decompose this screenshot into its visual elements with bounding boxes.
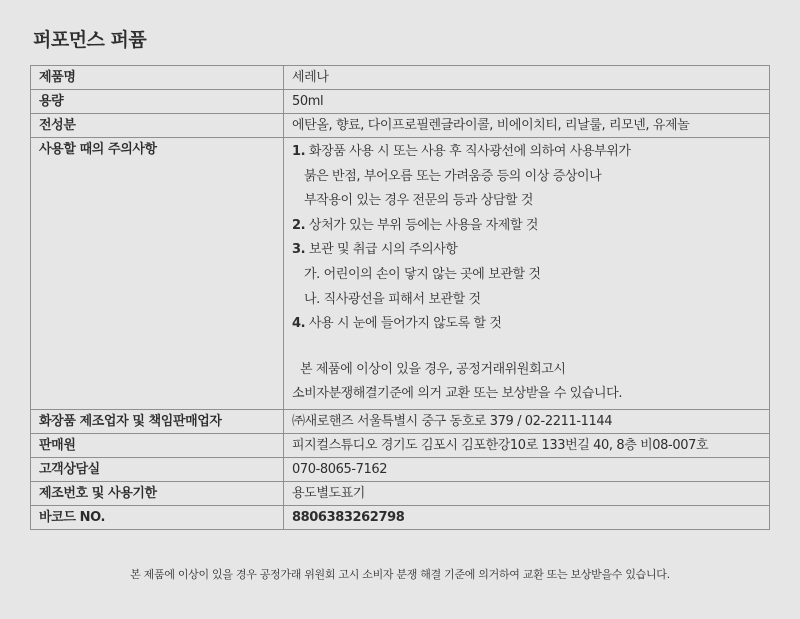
precaution-line [292,214,761,239]
precaution-line [292,263,761,288]
precaution-text: 보관 및 취급 시의 주의사항 [305,242,458,258]
product-name-label: 제품명 [31,66,284,90]
precaution-line [292,238,761,263]
product-name-value: 세레나 [284,66,770,90]
manufacturer-value: ㈜새로핸즈 서울특별시 중구 동호로 379 / 02-2211-1144 [284,409,770,433]
precaution-text: 본 제품에 이상이 있을 경우, 공정거래위원회고시 [300,361,566,377]
precaution-number: 3. [292,242,306,258]
customer-service-label: 고객상담실 [31,457,284,481]
ingredients-value: 에탄올, 향료, 다이프로필렌글라이콜, 비에이치티, 리날룰, 리모넨, 유제놀 [284,114,770,138]
precaution-text: 나. 직사광선을 피해서 보관할 것 [304,291,481,307]
precaution-line [292,165,761,190]
capacity-label: 용량 [31,90,284,114]
precaution-text: 소비자분쟁해결기준에 의거 교환 또는 보상받을 수 있습니다. [292,386,623,402]
expiry-label: 제조번호 및 사용기한 [31,481,284,505]
table-row [31,138,770,410]
seller-value: 피지컬스튜디오 경기도 김포시 김포한강10로 133번길 40, 8층 비08-007호 [284,433,770,457]
customer-service-value: 070-8065-7162 [284,457,770,481]
precaution-line [292,358,761,383]
precaution-text: 화장품 사용 시 또는 사용 후 직사광선에 의하여 사용부위가 [305,144,631,159]
product-info-table [30,65,770,530]
precautions-value [284,138,770,410]
precaution-line [292,288,761,313]
table-row [31,409,770,433]
table-row [31,90,770,114]
precaution-line [292,382,761,407]
precautions-label: 사용할 때의 주의사항 [31,138,284,410]
table-row [31,505,770,529]
precaution-text: 가. 어린이의 손이 닿지 않는 곳에 보관할 것 [304,266,541,282]
precaution-line [292,312,761,337]
barcode-label: 바코드 NO. [31,505,284,529]
table-row [31,433,770,457]
footer-notice: 본 제품에 이상이 있을 경우 공정가래 위원회 고시 소비자 분쟁 해결 기준에 의거하여 교환 또는 보상받을수 있습니다. [130,568,670,581]
manufacturer-label: 화장품 제조업자 및 책임판매업자 [31,409,284,433]
precaution-number: 4. [292,316,306,332]
table-row [31,481,770,505]
precaution-text: 사용 시 눈에 들어가지 않도록 할 것 [305,316,502,332]
blank-line [292,337,761,358]
table-row [31,457,770,481]
precaution-number: 1. [292,144,306,159]
seller-label: 판매원 [31,433,284,457]
precaution-text: 부작용이 있는 경우 전문의 등과 상담할 것 [304,193,534,209]
capacity-value: 50ml [284,90,770,114]
ingredients-label: 전성분 [31,114,284,138]
precaution-text: 붉은 반점, 부어오름 또는 가려움증 등의 이상 증상이나 [304,168,602,184]
precaution-line [292,189,761,214]
table-row [31,66,770,90]
page-title: 퍼포먼스 퍼퓸 [33,29,147,51]
table-row [31,114,770,138]
expiry-value: 용도별도표기 [284,481,770,505]
precaution-line [292,140,761,165]
barcode-value: 8806383262798 [284,505,770,529]
precaution-number: 2. [292,217,306,233]
precaution-text: 상처가 있는 부위 등에는 사용을 자제할 것 [305,217,539,233]
